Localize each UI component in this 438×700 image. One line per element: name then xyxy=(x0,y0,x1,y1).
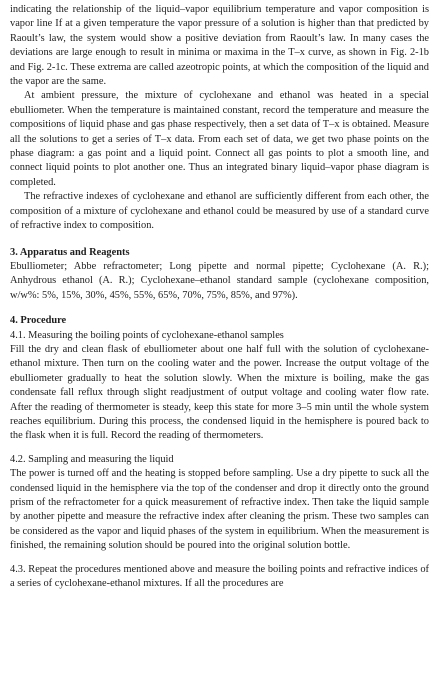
subsection-title-boiling-points: 4.1. Measuring the boiling points of cyclohexane-ethanol samples xyxy=(10,329,284,341)
paragraph-ebulliometer-method: At ambient pressure, the mixture of cyclohexane and ethanol was heated in a special ebulliometer. When the temperature is maintained constant, record the temperature and measure the compositions of liquid phase and gas phase respectively, then a set data of T–x is obtained. Measure all the solutions to get a series of T–x data. From each set of data, we get two phase points on the phase diagram: a gas point and a liquid point. Connect all gas points to plot a smooth line, and connect liquid points to plot another one. Thus an integrated binary liquid–vapor phase diagram is completed. xyxy=(10,90,429,188)
subsection-title-sampling: 4.2. Sampling and measuring the liquid xyxy=(10,453,174,465)
paragraph-boiling-points: Fill the dry and clean flask of ebulliometer about one half full with the solution of cyclohexane-ethanol mixture. Then turn on the cooling water and the power. Increase the output voltage of the ebulliometer gradually to heat the solution slowly. When the mixture is boiling, make the gas condensate fall reflux through slight readjustment of output voltage and cooling water flow rate. After the reading of thermometer is steady, keep this state for more 3–5 min until the whole system reaches equilibrium. During this process, the condensed liquid in the hemisphere is poured back to the flask when it is full. Record the reading of thermometers. xyxy=(10,343,429,442)
paragraph-apparatus-list: Ebulliometer; Abbe refractometer; Long pipette and normal pipette; Cyclohexane (A. R.); Anhydrous ethanol (A. R.); Cyclohexane–ethanol standard sample (cyclohexane composition, w/w%: 5%, 15%, 30%, 45%, 55%, 65%, 70%, 75%, 85%, and 97%). xyxy=(10,260,429,301)
paragraph-sampling: The power is turned off and the heating is stopped before sampling. Use a dry pipette to suck all the condensed liquid in the hemisphere via the top of the condenser and drop it directly onto the ground prism of the refractometer for a quick measurement of refractive index. Then take the liquid sample by another pipette and measure the refractive index after cleaning the prism. These two samples can be considered as the vapor and liquid phases of the system in equilibrium. When the measurement is finished, the remaining solution should be poured into the original solution bottle. xyxy=(10,468,429,552)
section-heading-apparatus: 3. Apparatus and Reagents xyxy=(10,246,130,258)
paragraph-raoult-deviation: indicating the relationship of the liquid–vapor equilibrium temperature and vapor composition is vapor line If at a given temperature the vapor pressure of a solution is higher than that predicted by Raoult’s law, the system would show a positive deviation from Raoult’s law. In many cases the deviations are large enough to result in minima or maxima in the T–x curve, as shown in Fig. 2-1b and Fig. 2-1c. These extrema are called azeotropic points, at which the composition of the liquid and the vapor are the same. xyxy=(10,4,429,88)
section-heading-procedure: 4. Procedure xyxy=(10,315,67,327)
paragraph-refractive-index: The refractive indexes of cyclohexane and ethanol are sufficiently different from each other, the composition of a mixture of cyclohexane and ethanol could be measured by use of a standard curve of refractive index to composition. xyxy=(10,191,429,232)
paragraph-repeat-procedure: 4.3. Repeat the procedures mentioned above and measure the boiling points and refractive indices of a series of cyclohexane-ethanol mixtures. If all the procedures are xyxy=(10,563,429,590)
